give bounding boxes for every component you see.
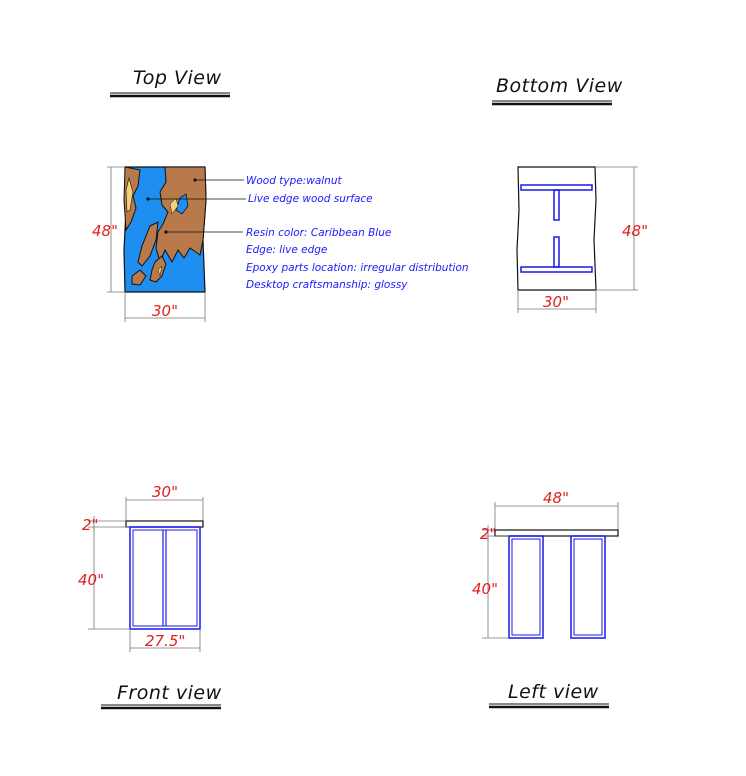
front-view-title: Front view <box>117 682 222 704</box>
left-dim-2: 2" <box>480 525 497 543</box>
front-view-dim-thickness <box>82 516 130 534</box>
note-craftsmanship: Desktop craftsmanship: glossy <box>246 279 408 291</box>
front-view-base <box>130 527 200 629</box>
left-view-base <box>509 536 605 638</box>
front-dim-30: 30" <box>152 483 178 501</box>
left-dim-40: 40" <box>472 580 498 598</box>
left-view-dim-length <box>495 489 618 530</box>
top-view-dim-width <box>125 292 205 322</box>
front-view-tabletop <box>126 521 203 527</box>
note-live-edge-surface: Live edge wood surface <box>248 193 373 205</box>
note-resin-color: Resin color: Caribbean Blue <box>246 227 392 239</box>
left-dim-48: 48" <box>543 489 569 507</box>
front-dim-27-5: 27.5" <box>145 632 186 650</box>
note-edge: Edge: live edge <box>246 244 328 256</box>
note-epoxy-location: Epoxy parts location: irregular distribution <box>246 262 469 274</box>
bottom-view-title: Bottom View <box>496 75 623 97</box>
top-view-dim-length <box>92 167 125 292</box>
front-dim-40: 40" <box>78 571 104 589</box>
bottom-view-dim-width <box>518 290 596 313</box>
bottom-view-dim-length <box>596 167 648 290</box>
top-view-title: Top View <box>133 67 222 89</box>
top-view <box>92 67 469 322</box>
top-dim-48: 48" <box>92 222 118 240</box>
front-view-dim-height <box>78 527 130 629</box>
front-view-dim-width <box>126 483 203 521</box>
bottom-view <box>492 75 648 313</box>
left-view-dim-height <box>472 536 509 638</box>
left-view <box>472 489 618 707</box>
front-view <box>78 483 222 708</box>
bottom-dim-30: 30" <box>543 293 569 311</box>
front-dim-2: 2" <box>82 516 99 534</box>
left-view-title: Left view <box>508 681 599 703</box>
left-view-tabletop <box>495 530 618 536</box>
note-wood-type: Wood type:walnut <box>246 175 342 187</box>
bottom-dim-48: 48" <box>622 222 648 240</box>
top-dim-30: 30" <box>152 302 178 320</box>
front-view-dim-base <box>130 629 200 652</box>
top-view-tabletop <box>124 167 206 292</box>
